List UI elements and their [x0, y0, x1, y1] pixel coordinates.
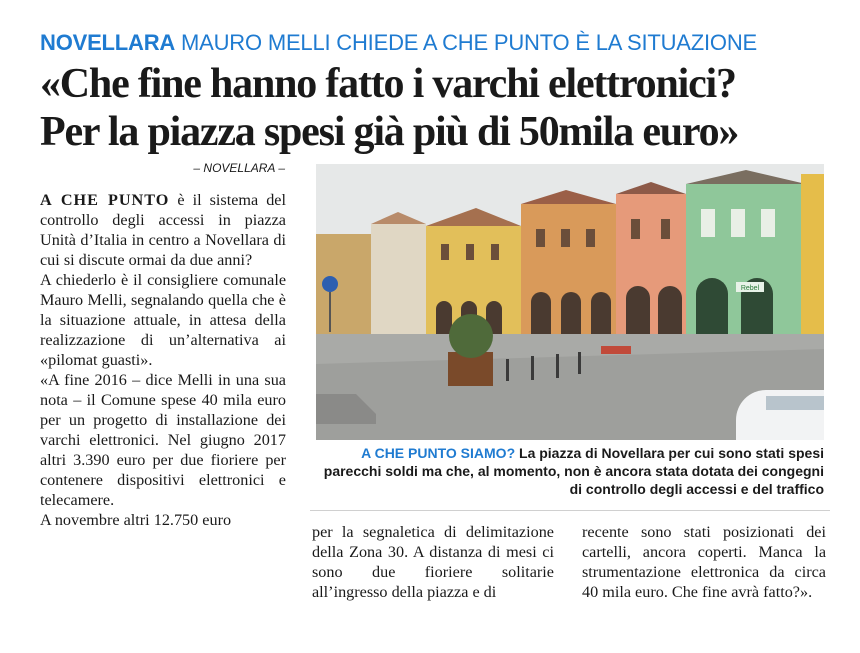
article-column-1: [40, 190, 286, 530]
column-3-text: recente sono stati posizionati dei cartelli, ancora coperti. Manca la strumentazione elettronica da circa 40 mila euro. Che fine avrà fatto?».: [582, 523, 826, 601]
headline: [40, 60, 840, 156]
kicker-subtitle: MAURO MELLI CHIEDE A CHE PUNTO È LA SITUAZIONE: [181, 30, 757, 55]
article-column-3: [582, 522, 826, 602]
shop-sign: Rebel: [740, 285, 760, 292]
kicker: [40, 30, 757, 56]
kicker-place: NOVELLARA: [40, 30, 176, 55]
piazza-photo: [316, 164, 824, 440]
paragraph-2: A chiederlo è il consigliere comunale Mauro Melli, segnalando quella che è la situazione attuale, in attesa della realizzazione di un’alternativa ai «pilomat guasti».: [40, 271, 286, 369]
paragraph-4: A novembre altri 12.750 euro: [40, 511, 232, 529]
column-2-text: per la segnaletica di delimitazione della Zona 30. A distanza di mesi ci sono due fioriere solitarie all’ingresso della piazza e di: [312, 523, 554, 601]
piazza-photo-illustration: [316, 164, 824, 440]
headline-line-2: Per la piazza spesi già più di 50mila euro»: [40, 109, 739, 155]
paragraph-1-text: è il sistema del controllo degli accessi in piazza Unità d’Italia in centro a Novellara di cui si discute ormai da due anni?: [40, 191, 286, 269]
divider: [310, 510, 830, 511]
article-column-2: [312, 522, 554, 602]
paragraph-1: [40, 190, 286, 270]
headline-line-1: «Che fine hanno fatto i varchi elettronici?: [40, 61, 736, 107]
caption-text: La piazza di Novellara per cui sono stati spesi parecchi soldi ma che, al momento, non è ancora stata dotata dei congegni di controllo degli accessi e del traffico: [323, 445, 824, 497]
dateline: – NOVELLARA –: [193, 161, 285, 175]
caption-lead: A CHE PUNTO SIAMO?: [361, 445, 516, 461]
photo-caption: [316, 444, 824, 498]
lead-in: A CHE PUNTO: [40, 191, 170, 209]
paragraph-3: «A fine 2016 – dice Melli in una sua nota – il Comune spese 40 mila euro per un progetto di installazione dei varchi elettronici. Nel giugno 2017 altri 3.390 euro per due fioriere per contenere dispositivi elettronici e telecamere.: [40, 371, 286, 509]
